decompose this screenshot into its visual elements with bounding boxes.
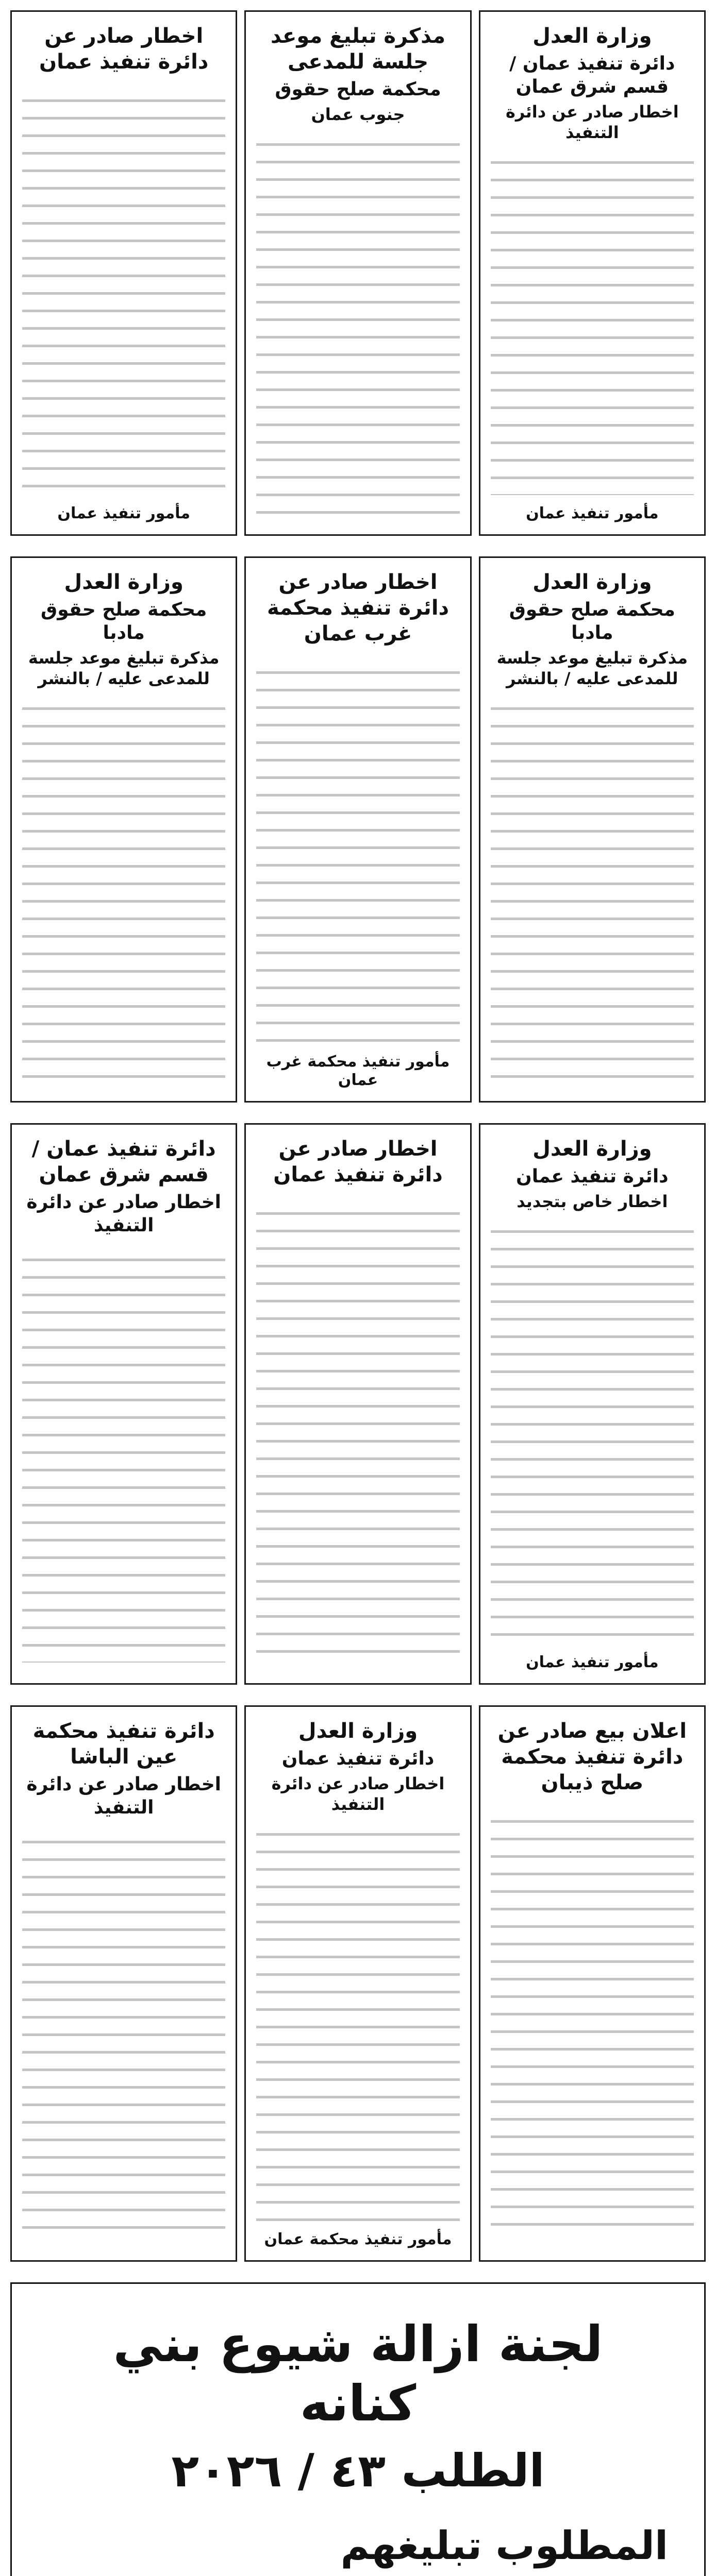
notice-body-text [256, 1205, 459, 1663]
notice-court: دائرة تنفيذ عمان / قسم شرق عمان [509, 53, 675, 97]
committee-notice [10, 2282, 706, 2576]
notice-card [244, 556, 471, 1103]
notice-card [244, 1123, 471, 1685]
notice-body-text [22, 1251, 225, 1663]
notice-type: اخطار صادر عن دائرة التنفيذ [271, 1774, 445, 1814]
notice-card [479, 1123, 706, 1685]
notice-court: اخطار صادر عن دائرة التنفيذ [26, 1192, 222, 1236]
notice-heading: اخطار صادر عن دائرة تنفيذ محكمة غرب عمان [267, 570, 449, 646]
notice-row-3 [10, 1123, 706, 1685]
notice-heading: دائرة تنفيذ عمان / قسم شرق عمان [31, 1137, 216, 1187]
notice-card [479, 10, 706, 536]
notice-heading: مذكرة تبليغ موعد جلسة للمدعى [270, 24, 446, 74]
notice-body-text [491, 1813, 694, 2240]
notice-type: اخطار خاص بتجديد [517, 1192, 668, 1211]
notice-body-text [491, 154, 694, 495]
notice-signature: مأمور تنفيذ محكمة عمان [264, 2230, 452, 2248]
committee-to-label: المطلوب تبليغهم [340, 2522, 668, 2568]
notice-signature: مأمور تنفيذ عمان [526, 504, 659, 522]
notice-heading: وزارة العدل [532, 570, 652, 594]
notice-body-text [256, 136, 459, 514]
notice-body-text [256, 664, 459, 1043]
notice-row-4 [10, 1705, 706, 2262]
notice-heading: وزارة العدل [298, 1719, 418, 1743]
notice-heading: وزارة العدل [64, 570, 184, 594]
notice-signature: مأمور تنفيذ محكمة غرب عمان [266, 1053, 450, 1089]
notice-body-text [491, 1223, 694, 1644]
notice-card [10, 556, 237, 1103]
notice-body-text [22, 1834, 225, 2240]
notice-court: محكمة صلح حقوق [275, 79, 441, 100]
notice-card [10, 1123, 237, 1685]
notice-court: دائرة تنفيذ عمان [516, 1166, 669, 1187]
notice-body-text [491, 700, 694, 1080]
notice-type: جنوب عمان [311, 105, 405, 124]
notice-body-text [22, 92, 225, 495]
notice-body-text [256, 1826, 459, 2221]
notice-heading: اعلان بيع صادر عن دائرة تنفيذ محكمة صلح ذيبان [497, 1719, 687, 1794]
notice-card [479, 1705, 706, 2262]
notice-row-2 [10, 556, 706, 1103]
notice-signature: مأمور تنفيذ عمان [57, 504, 190, 522]
notice-type: اخطار صادر عن دائرة التنفيذ [505, 102, 679, 142]
notice-type: مذكرة تبليغ موعد جلسة للمدعى عليه / بالنشر [496, 648, 688, 688]
notice-court: محكمة صلح حقوق مادبا [41, 599, 207, 643]
notice-card [10, 1705, 237, 2262]
notice-court: اخطار صادر عن دائرة التنفيذ [26, 1774, 222, 1818]
notice-court: محكمة صلح حقوق مادبا [509, 599, 675, 643]
notice-card [244, 1705, 471, 2262]
notice-card [244, 10, 471, 536]
committee-request-number: الطلب ٤٣ / ٢٠٢٦ [171, 2444, 545, 2498]
notice-heading: وزارة العدل [532, 1137, 652, 1161]
notice-row-1 [10, 10, 706, 536]
notice-heading: اخطار صادر عن دائرة تنفيذ عمان [39, 24, 209, 74]
notice-heading: دائرة تنفيذ محكمة عين الباشا [32, 1719, 215, 1769]
notice-heading: وزارة العدل [532, 24, 652, 48]
notice-card [10, 10, 237, 536]
notice-type: مذكرة تبليغ موعد جلسة للمدعى عليه / بالنشر [28, 648, 220, 688]
notice-heading: اخطار صادر عن دائرة تنفيذ عمان [273, 1137, 443, 1187]
notice-court: دائرة تنفيذ عمان [281, 1748, 435, 1769]
notice-signature: مأمور تنفيذ عمان [526, 1653, 659, 1671]
notice-card [479, 556, 706, 1103]
notice-body-text [22, 700, 225, 1080]
committee-title: لجنة ازالة شيوع بني كنانه [113, 2315, 603, 2433]
